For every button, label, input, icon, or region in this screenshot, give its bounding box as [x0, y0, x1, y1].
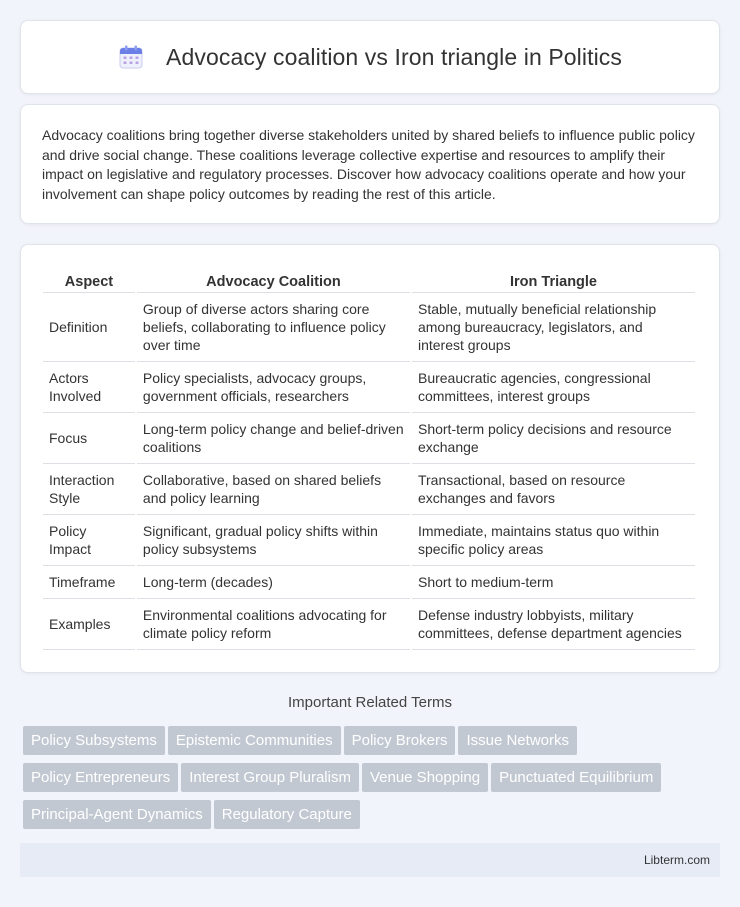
comparison-table [41, 265, 697, 650]
column-header-advocacy-coalition: Advocacy Coalition [137, 265, 410, 293]
row-aspect: Timeframe [43, 566, 135, 599]
row-iron-value: Immediate, maintains status quo within specific policy areas [412, 515, 695, 566]
related-term-tag[interactable]: Interest Group Pluralism [181, 763, 359, 792]
row-aspect: Actors Involved [43, 362, 135, 413]
calendar-icon [118, 44, 144, 70]
table-row [43, 566, 695, 599]
comparison-table-card [20, 244, 720, 673]
related-term-tag[interactable]: Principal-Agent Dynamics [23, 800, 211, 829]
related-term-tag[interactable]: Venue Shopping [362, 763, 488, 792]
row-iron-value: Defense industry lobbyists, military committees, defense department agencies [412, 599, 695, 650]
related-term-tag[interactable]: Punctuated Equilibrium [491, 763, 661, 792]
row-aspect: Policy Impact [43, 515, 135, 566]
row-aspect: Focus [43, 413, 135, 464]
related-term-tag[interactable]: Policy Brokers [344, 726, 456, 755]
table-row [43, 293, 695, 362]
table-row [43, 362, 695, 413]
footer-brand-link[interactable]: Libterm.com [643, 853, 710, 867]
row-advocacy-value: Long-term (decades) [137, 566, 410, 599]
related-terms-list [23, 726, 723, 837]
related-term-tag[interactable]: Policy Entrepreneurs [23, 763, 178, 792]
related-term-tag[interactable]: Regulatory Capture [214, 800, 360, 829]
row-advocacy-value: Collaborative, based on shared beliefs and policy learning [137, 464, 410, 515]
table-row [43, 599, 695, 650]
title-card [20, 20, 720, 94]
related-terms-title: Important Related Terms [288, 694, 452, 711]
row-iron-value: Stable, mutually beneficial relationship among bureaucracy, legislators, and interest groups [412, 293, 695, 362]
table-row [43, 515, 695, 566]
intro-card [20, 104, 720, 224]
row-iron-value: Short to medium-term [412, 566, 695, 599]
related-term-tag[interactable]: Epistemic Communities [168, 726, 341, 755]
table-header-row [43, 265, 695, 293]
row-aspect: Interaction Style [43, 464, 135, 515]
row-advocacy-value: Significant, gradual policy shifts within policy subsystems [137, 515, 410, 566]
row-aspect: Examples [43, 599, 135, 650]
intro-text: Advocacy coalitions bring together diverse stakeholders united by shared beliefs to influence public policy and drive social change. These coalitions leverage collective expertise and resources to amplify their impact on legislative and regulatory processes. Discover how advocacy coalitions operate and how your involvement can shape policy outcomes by reading the rest of this article. [42, 127, 695, 202]
table-row [43, 413, 695, 464]
column-header-aspect: Aspect [43, 265, 135, 293]
related-term-tag[interactable]: Policy Subsystems [23, 726, 165, 755]
page-title: Advocacy coalition vs Iron triangle in Politics [166, 43, 622, 70]
related-term-tag[interactable]: Issue Networks [458, 726, 577, 755]
table-row [43, 464, 695, 515]
row-advocacy-value: Environmental coalitions advocating for climate policy reform [137, 599, 410, 650]
row-iron-value: Transactional, based on resource exchanges and favors [412, 464, 695, 515]
row-iron-value: Bureaucratic agencies, congressional committees, interest groups [412, 362, 695, 413]
row-iron-value: Short-term policy decisions and resource exchange [412, 413, 695, 464]
row-advocacy-value: Long-term policy change and belief-driven coalitions [137, 413, 410, 464]
row-advocacy-value: Group of diverse actors sharing core beliefs, collaborating to influence policy over time [137, 293, 410, 362]
row-aspect: Definition [43, 293, 135, 362]
column-header-iron-triangle: Iron Triangle [412, 265, 695, 293]
footer [20, 843, 720, 877]
row-advocacy-value: Policy specialists, advocacy groups, government officials, researchers [137, 362, 410, 413]
